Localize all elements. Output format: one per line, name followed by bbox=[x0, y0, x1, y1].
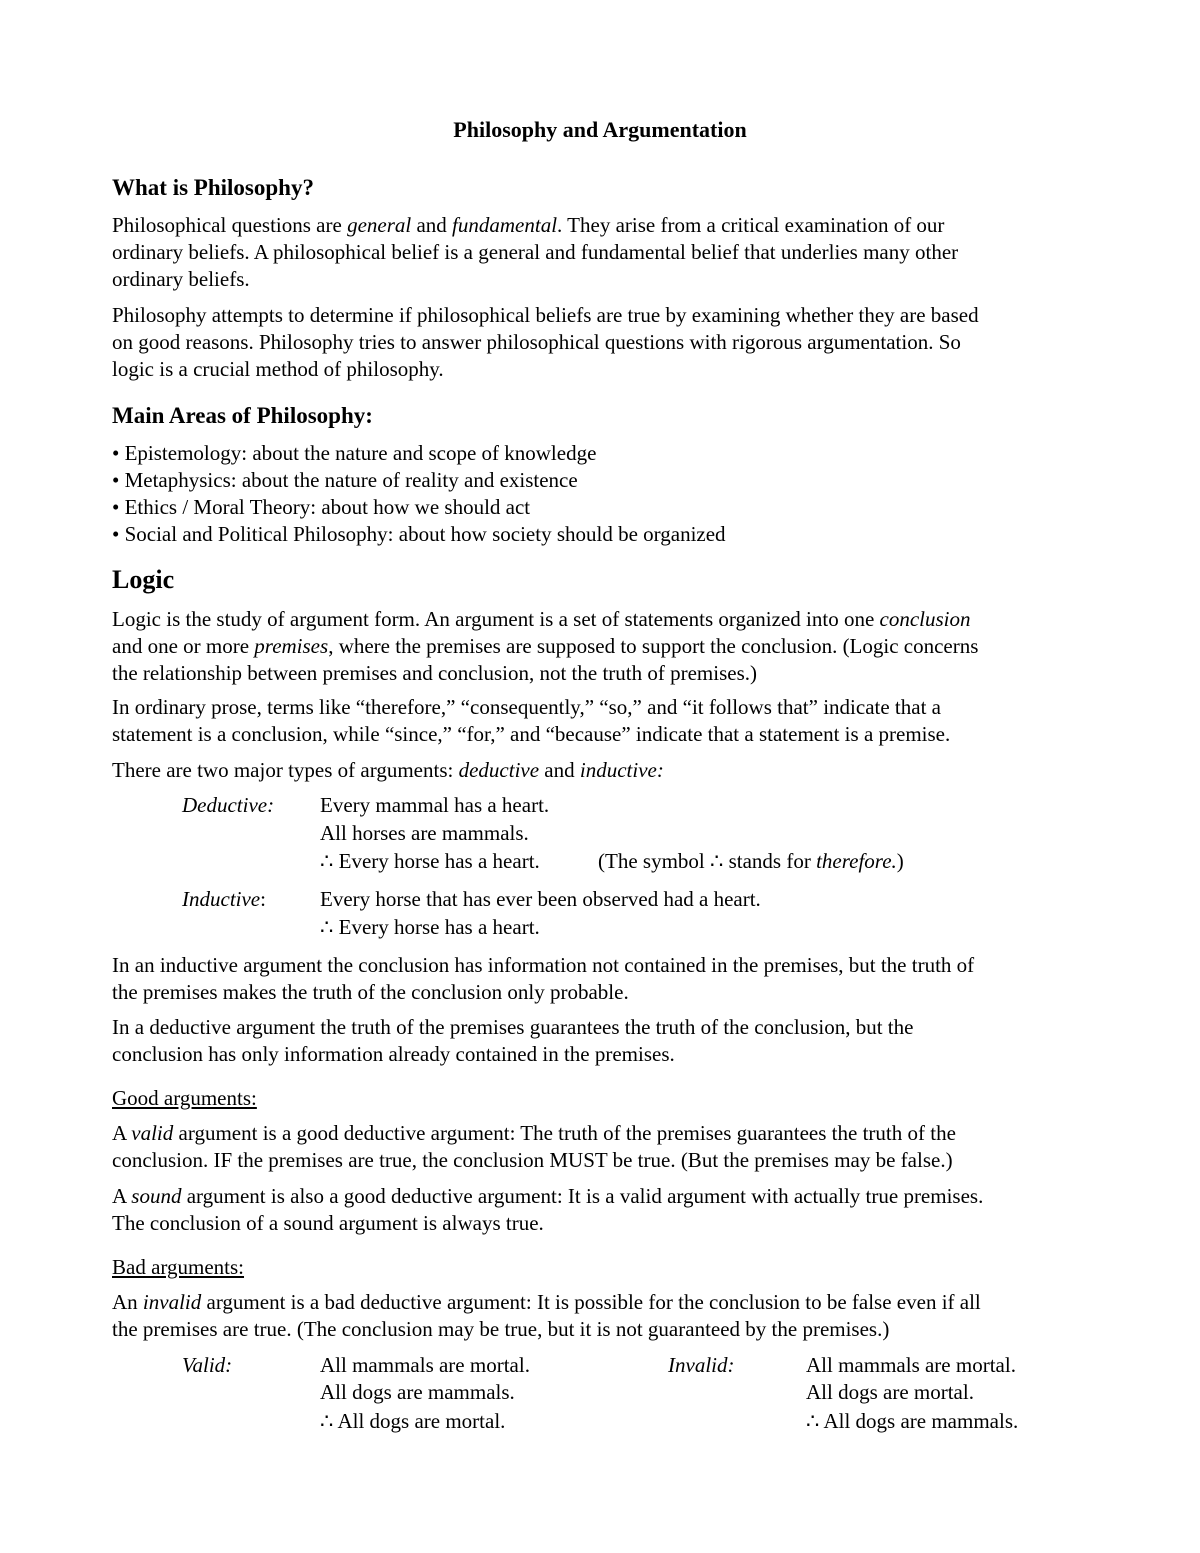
text-run: Philosophical questions are bbox=[112, 213, 348, 237]
heading-bad-arguments: Bad arguments: bbox=[112, 1255, 245, 1279]
text-line: The conclusion of a sound argument is always true. bbox=[112, 1211, 544, 1235]
text-line: the relationship between premises and conclusion, not the truth of premises.) bbox=[112, 661, 758, 685]
emphasis-deductive: deductive bbox=[458, 758, 540, 782]
paragraph-deductive-explained bbox=[112, 1014, 1092, 1068]
paragraph-inductive-explained bbox=[112, 952, 1092, 1006]
paragraph-sound bbox=[112, 1183, 1092, 1237]
emphasis-general: general bbox=[347, 213, 412, 237]
text-line: Philosophy attempts to determine if philosophical beliefs are true by examining whether they are based bbox=[112, 303, 979, 327]
invalid-example-label: Invalid: bbox=[668, 1353, 735, 1377]
text-run: There are two major types of arguments: bbox=[112, 758, 459, 782]
text-line: on good reasons. Philosophy tries to answer philosophical questions with rigorous argumentation. So bbox=[112, 330, 961, 354]
emphasis-invalid: invalid bbox=[142, 1290, 202, 1314]
text-run: (The symbol ∴ stands for bbox=[598, 849, 817, 873]
text-line: logic is a crucial method of philosophy. bbox=[112, 357, 444, 381]
text-run: argument is a good deductive argument: The truth of the premises guarantees the truth of the bbox=[173, 1121, 956, 1145]
text-line bbox=[112, 757, 1092, 784]
valid-example-premise-2: All dogs are mammals. bbox=[320, 1380, 515, 1404]
text-run: Inductive bbox=[182, 887, 261, 911]
paragraph-philosophy-attempts bbox=[112, 302, 1092, 383]
text-run: and bbox=[539, 758, 580, 782]
deductive-conclusion: ∴ Every horse has a heart. bbox=[320, 849, 540, 873]
invalid-example-conclusion: ∴ All dogs are mammals. bbox=[806, 1409, 1019, 1433]
text-line: In a deductive argument the truth of the premises guarantees the truth of the conclusion, but the bbox=[112, 1015, 914, 1039]
text-run: ) bbox=[896, 849, 904, 873]
emphasis-conclusion: conclusion bbox=[879, 607, 971, 631]
valid-example-label: Valid: bbox=[182, 1353, 233, 1377]
invalid-example-premise-1: All mammals are mortal. bbox=[806, 1353, 1016, 1377]
text-run: argument is also a good deductive argument: It is a valid argument with actually true premises. bbox=[181, 1184, 984, 1208]
text-line bbox=[112, 633, 1092, 660]
list-item: • Ethics / Moral Theory: about how we should act bbox=[112, 495, 531, 519]
emphasis-sound: sound bbox=[131, 1184, 182, 1208]
text-run: An bbox=[112, 1290, 143, 1314]
text-run: argument is a bad deductive argument: It is possible for the conclusion to be false even if all bbox=[201, 1290, 981, 1314]
text-run: . They arise from a critical examination of our bbox=[557, 213, 945, 237]
therefore-note bbox=[598, 848, 904, 875]
text-run: and bbox=[411, 213, 453, 237]
text-line: statement is a conclusion, while “since,” “for,” and “because” indicate that a statement is a premise. bbox=[112, 722, 951, 746]
emphasis-fundamental: fundamental bbox=[452, 213, 558, 237]
text-line: the premises are true. (The conclusion may be true, but it is not guaranteed by the premises.) bbox=[112, 1317, 890, 1341]
text-run: A bbox=[112, 1184, 132, 1208]
areas-list bbox=[112, 440, 1092, 548]
list-item: • Social and Political Philosophy: about how society should be organized bbox=[112, 522, 726, 546]
deductive-label: Deductive: bbox=[182, 793, 275, 817]
heading-main-areas: Main Areas of Philosophy: bbox=[112, 403, 373, 428]
text-line bbox=[112, 606, 1092, 633]
emphasis-valid: valid bbox=[131, 1121, 174, 1145]
paragraph-valid bbox=[112, 1120, 1092, 1174]
text-run: A bbox=[112, 1121, 132, 1145]
valid-example-conclusion: ∴ All dogs are mortal. bbox=[320, 1409, 506, 1433]
text-line bbox=[112, 1120, 1092, 1147]
text-run: , where the premises are supposed to support the conclusion. (Logic concerns bbox=[328, 634, 979, 658]
paragraph-logic-definition bbox=[112, 606, 1092, 687]
invalid-example-premise-2: All dogs are mortal. bbox=[806, 1380, 974, 1404]
text-line: In an inductive argument the conclusion has information not contained in the premises, but the truth of bbox=[112, 953, 975, 977]
valid-example-premise-1: All mammals are mortal. bbox=[320, 1353, 530, 1377]
list-item: • Metaphysics: about the nature of reality and existence bbox=[112, 468, 578, 492]
text-run: and one or more bbox=[112, 634, 255, 658]
text-run: Logic is the study of argument form. An argument is a set of statements organized into one bbox=[112, 607, 880, 631]
heading-what-is-philosophy: What is Philosophy? bbox=[112, 175, 314, 200]
text-run: : bbox=[260, 887, 266, 911]
text-line: ordinary beliefs. bbox=[112, 267, 250, 291]
inductive-conclusion: ∴ Every horse has a heart. bbox=[320, 915, 540, 939]
paragraph-invalid bbox=[112, 1289, 1092, 1343]
text-line: the premises makes the truth of the conclusion only probable. bbox=[112, 980, 629, 1004]
deductive-premise-1: Every mammal has a heart. bbox=[320, 793, 550, 817]
heading-good-arguments: Good arguments: bbox=[112, 1086, 257, 1110]
emphasis-premises: premises bbox=[254, 634, 329, 658]
text-line: In ordinary prose, terms like “therefore,” “consequently,” “so,” and “it follows that” indicate that a bbox=[112, 695, 941, 719]
paragraph-ordinary-prose bbox=[112, 694, 1092, 748]
paragraph-philosophical-questions bbox=[112, 212, 1092, 293]
text-line: conclusion has only information already contained in the premises. bbox=[112, 1042, 675, 1066]
deductive-premise-2: All horses are mammals. bbox=[320, 821, 529, 845]
document-title: Philosophy and Argumentation bbox=[453, 117, 747, 142]
inductive-premise: Every horse that has ever been observed had a heart. bbox=[320, 887, 761, 911]
heading-logic: Logic bbox=[112, 565, 175, 594]
list-item: • Epistemology: about the nature and scope of knowledge bbox=[112, 441, 597, 465]
text-line: conclusion. IF the premises are true, the conclusion MUST be true. (But the premises may be false.) bbox=[112, 1148, 953, 1172]
emphasis-inductive: inductive: bbox=[579, 758, 664, 782]
text-line bbox=[112, 212, 1092, 239]
text-line bbox=[112, 1183, 1092, 1210]
text-line: ordinary beliefs. A philosophical belief is a general and fundamental belief that underlies many other bbox=[112, 240, 959, 264]
inductive-label bbox=[182, 886, 266, 913]
text-line bbox=[112, 1289, 1092, 1316]
paragraph-two-types bbox=[112, 757, 1092, 784]
emphasis-therefore: therefore. bbox=[816, 849, 897, 873]
